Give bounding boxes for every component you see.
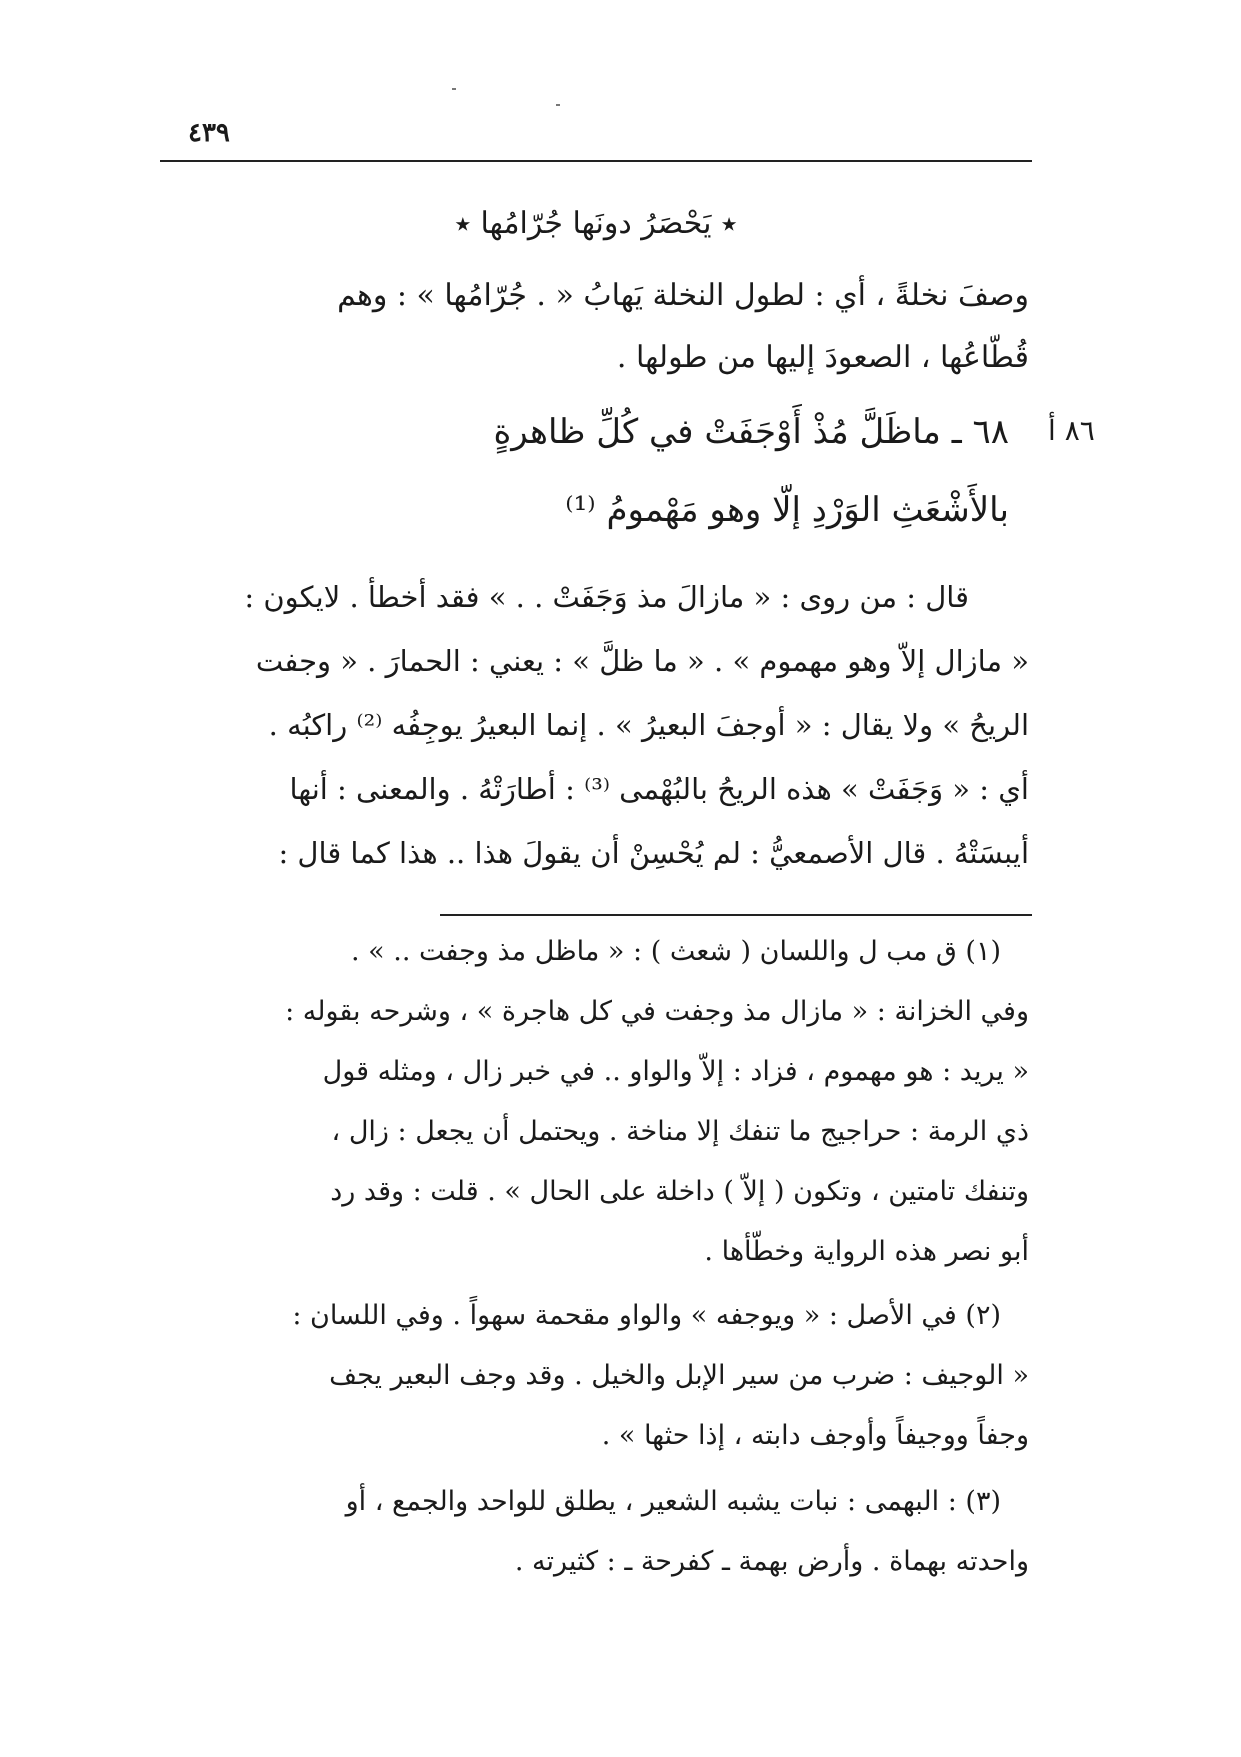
commentary-line: قال : من روى : « مازالَ مذ وَجَفَتْ . . » فقد أخطأ . لايكون :	[244, 580, 969, 614]
header-rule	[160, 160, 1032, 162]
footnote-1-line: وتنفك تامتين ، وتكون ( إلاّ ) داخلة على الحال » . قلت : وقد رد	[330, 1176, 1029, 1207]
verse-line-2: بالأَشْعَثِ الوَرْدِ إلّا وهو مَهْمومُ ⁽¹⁾	[565, 490, 1009, 530]
page-number: ٤٣٩	[188, 118, 230, 148]
speck	[452, 88, 456, 90]
verse-line-1: ٦٨ ـ ماظَلَّ مُذْ أَوْجَفَتْ في كُلِّ ظاهرةٍ	[493, 412, 1009, 452]
footnote-3-line: (٣) : البهمى : نبات يشبه الشعير ، يطلق للواحد والجمع ، أو	[345, 1486, 1001, 1517]
commentary-line: أيبسَتْهُ . قال الأصمعيُّ : لم يُحْسِنْ أن يقولَ هذا .. هذا كما قال :	[278, 836, 1029, 870]
commentary-line: أي : « وَجَفَتْ » هذه الريحُ بالبُهْمى ⁽³⁾ : أطارَتْهُ . والمعنى : أنها	[289, 772, 1029, 806]
footnote-2-line: (٢) في الأصل : « ويوجفه » والواو مقحمة سهواً . وفي اللسان :	[292, 1300, 1001, 1331]
verse-fragment: ⭑ يَحْصَرُ دونَها جُرّامُها ⭑	[454, 206, 738, 241]
footnote-1-line: وفي الخزانة : « مازال مذ وجفت في كل هاجرة » ، وشرحه بقوله :	[285, 996, 1029, 1027]
footnote-2-line: « الوجيف : ضرب من سير الإبل والخيل . وقد وجف البعير يجف	[329, 1360, 1029, 1391]
footnote-1-line: « يريد : هو مهموم ، فزاد : إلاّ والواو .. في خبر زال ، ومثله قول	[322, 1056, 1029, 1087]
commentary-line: وصفَ نخلةً ، أي : لطول النخلة يَهابُ « . جُرّامُها » : وهم	[337, 278, 1029, 313]
footnote-3-line: واحدته بهماة . وأرض بهمة ـ كفرحة ـ : كثيرته .	[514, 1546, 1029, 1577]
footnote-1-line: أبو نصر هذه الرواية وخطّأها .	[704, 1236, 1029, 1267]
footnote-rule	[440, 914, 1032, 916]
commentary-line: قُطّاعُها ، الصعودَ إليها من طولها .	[616, 340, 1029, 375]
footnote-1-line: (١) ق مب ل واللسان ( شعث ) : « ماظل مذ وجفت .. » .	[351, 936, 1001, 967]
commentary-line: « مازال إلاّ وهو مهموم » . « ما ظلَّ » : يعني : الحمارَ . « وجفت	[255, 644, 1029, 678]
margin-folio-note: ٨٦ أ	[1048, 414, 1095, 447]
commentary-line: الريحُ » ولا يقال : « أوجفَ البعيرُ » . إنما البعيرُ يوجِفُه ⁽²⁾ راكبُه .	[268, 708, 1029, 742]
footnote-2-line: وجفاً ووجيفاً وأوجف دابته ، إذا حثها » .	[601, 1420, 1029, 1451]
footnote-1-line: ذي الرمة : حراجيج ما تنفك إلا مناخة . ويحتمل أن يجعل : زال ،	[331, 1116, 1029, 1147]
speck	[556, 104, 560, 106]
